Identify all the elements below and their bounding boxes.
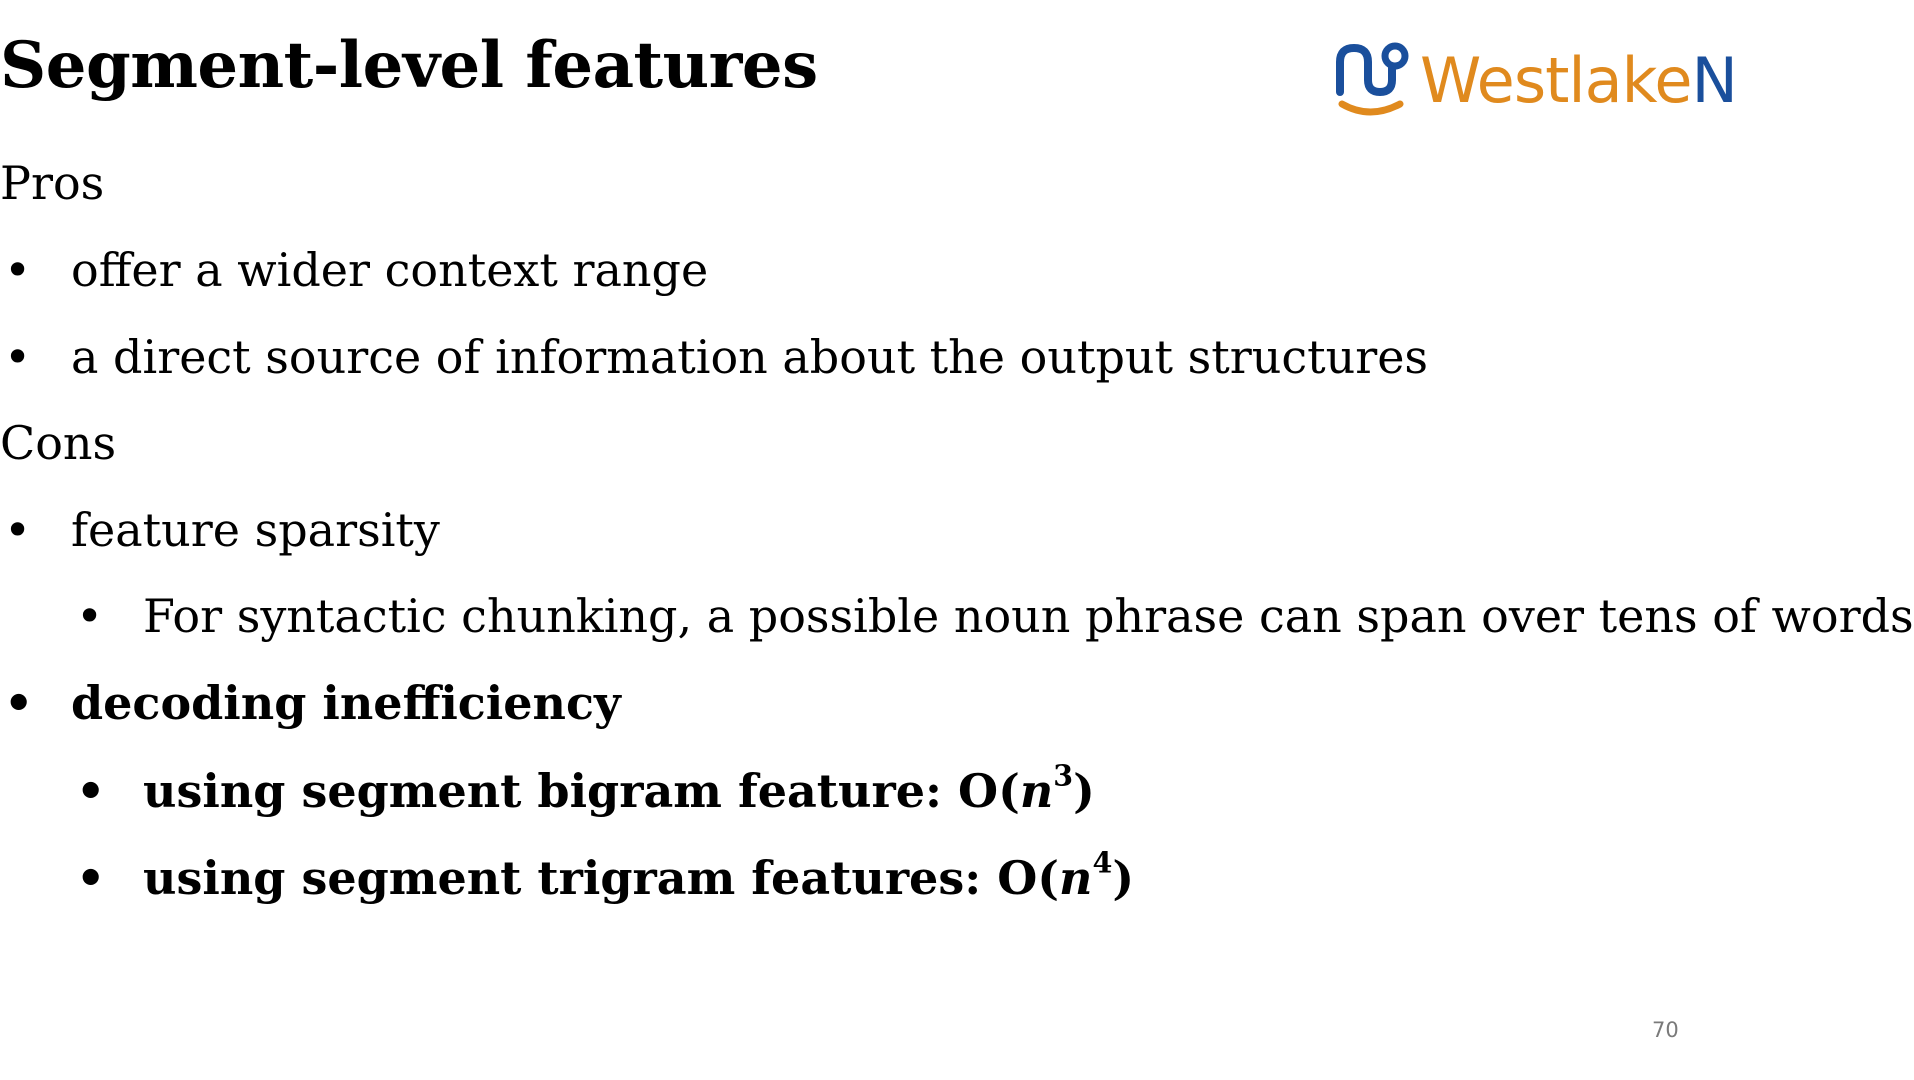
list-item-text: offer a wider context range xyxy=(71,243,709,297)
bullet: • xyxy=(76,589,104,643)
bullet: • xyxy=(4,243,32,297)
formula-exponent: 3 xyxy=(1053,758,1074,793)
formula-suffix: ) xyxy=(1073,764,1095,818)
logo-text-westlake: Westlake xyxy=(1420,43,1692,117)
sub-list-item-text xyxy=(143,845,1135,905)
westlake-nlp-logo-icon xyxy=(1332,40,1410,120)
bullet: • xyxy=(76,764,106,818)
heading-text: Cons xyxy=(0,416,117,470)
formula-variable: n xyxy=(1019,764,1054,818)
formula-prefix: using segment trigram features: O( xyxy=(143,851,1060,905)
list-item-text: decoding inefficiency xyxy=(71,676,621,730)
page-number: 70 xyxy=(1652,1018,1679,1042)
bullet: • xyxy=(76,851,106,905)
logo-text-n: N xyxy=(1691,43,1737,117)
formula-exponent: 4 xyxy=(1092,845,1113,880)
westlake-nlp-logo xyxy=(1332,40,1737,120)
bullet: • xyxy=(4,676,34,730)
list-item-text: feature sparsity xyxy=(71,503,440,557)
logo-text xyxy=(1420,44,1737,117)
list-item-text: a direct source of information about the output structures xyxy=(71,330,1429,384)
heading-text: Pros xyxy=(0,156,105,210)
formula-variable: n xyxy=(1059,851,1093,905)
bullet: • xyxy=(4,330,32,384)
slide-title: Segment-level features xyxy=(0,28,818,103)
sub-list-item-text: For syntactic chunking, a possible noun phrase can span over tens of words xyxy=(143,589,1914,643)
sub-list-item-text xyxy=(143,758,1095,818)
formula-prefix: using segment bigram feature: O( xyxy=(143,764,1020,818)
bullet: • xyxy=(4,503,32,557)
formula-suffix: ) xyxy=(1112,851,1135,905)
